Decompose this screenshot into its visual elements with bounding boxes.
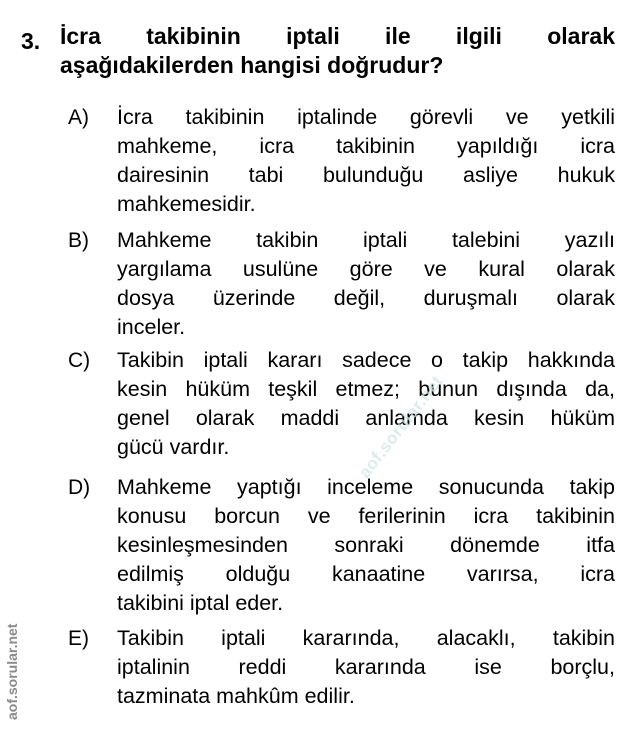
option-line: tazminata mahkûm edilir. — [117, 684, 355, 708]
option-letter: A) — [68, 106, 89, 129]
option-line: Mahkeme yaptığı inceleme sonucunda takip — [117, 475, 615, 499]
option-line: yargılama usulüne göre ve kural olarak — [117, 257, 615, 281]
option-line: Takibin iptali kararında, alacaklı, takibin — [117, 626, 615, 650]
option-line: takibini iptal eder. — [117, 591, 284, 615]
option-line: mahkeme, icra takibinin yapıldığı icra — [117, 134, 615, 158]
option-line: konusu borcun ve ferilerinin icra takibinin — [117, 504, 615, 528]
option-line: İcra takibinin iptalinde görevli ve yetkili — [117, 105, 615, 129]
option-letter: E) — [68, 627, 89, 650]
option-letter: B) — [68, 229, 89, 252]
option-line: edilmiş olduğu kanaatine varırsa, icra — [117, 562, 615, 586]
option-line: iptalinin reddi kararında ise borçlu, — [117, 655, 615, 679]
watermark-side: aof.sorular.net — [4, 623, 20, 720]
option-line: inceler. — [117, 315, 186, 339]
option-letter: C) — [68, 349, 91, 372]
option-line: mahkemesidir. — [117, 192, 256, 216]
question-line: İcra takibinin iptali ile ilgili olarak — [60, 23, 615, 49]
option-line: dairesinin tabi bulunduğu asliye hukuk — [117, 163, 615, 187]
option-line: kesin hüküm teşkil etmez; bunun dışında da, — [117, 377, 615, 401]
option-letter: D) — [68, 476, 91, 499]
option-line: genel olarak maddi anlamda kesin hüküm — [117, 406, 615, 430]
option-line: Mahkeme takibin iptali talebini yazılı — [117, 228, 615, 252]
question-number: 3. — [21, 28, 41, 54]
option-line: Takibin iptali kararı sadece o takip hakkında — [117, 348, 615, 372]
question-stem — [60, 22, 615, 80]
option-line: kesinleşmesinden sonraki dönemde itfa — [117, 533, 615, 557]
question-line: aşağıdakilerden hangisi doğrudur? — [60, 52, 444, 78]
option-line: dosya üzerinde değil, duruşmalı olarak — [117, 286, 615, 310]
option-line: gücü vardır. — [117, 435, 230, 459]
watermark-diagonal: aof.sorular.net — [355, 371, 447, 482]
